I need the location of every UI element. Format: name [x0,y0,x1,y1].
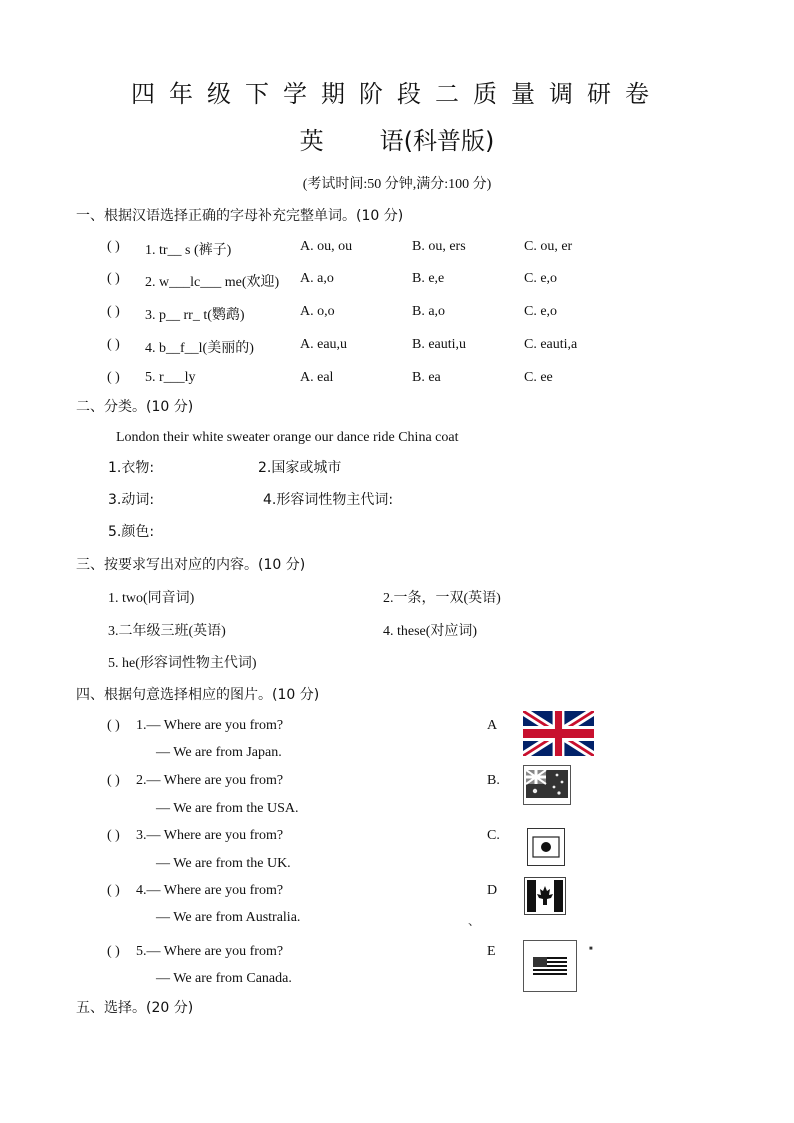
s4-letter-d: D [487,883,498,898]
page-title: 四年级下学期阶段二质量调研卷 [131,80,663,108]
s4-q1-question: 1.— Where are you from? [136,718,284,733]
s1-q1-stem: 1. tr__ s (裤子) [145,243,232,258]
s1-q4-option-c: C. eauti,a [524,337,578,352]
exam-info: (考试时间:50 分钟,满分:100 分) [302,177,492,192]
s4-q2-paren[interactable]: ( ) [107,773,120,788]
s1-q5-option-a: A. eal [300,370,334,385]
s1-q5-paren[interactable]: ( ) [107,370,120,385]
section4-heading: 四、根据句意选择相应的图片。(10 分) [76,687,320,703]
s1-q1-paren[interactable]: ( ) [107,239,120,254]
s4-q4-answer: — We are from Australia. [156,910,301,925]
canada-flag-icon [524,877,566,915]
s1-q3-option-a: A. o,o [300,304,335,319]
subject-rest: 语(科普版) [379,127,495,155]
word-bank: London their white sweater orange our dance ride China coat [116,430,459,445]
s4-q4-paren[interactable]: ( ) [107,883,120,898]
s1-q3-paren[interactable]: ( ) [107,304,120,319]
section3-heading: 三、按要求写出对应的内容。(10 分) [76,557,306,573]
s1-q2-option-b: B. e,e [412,271,445,286]
s1-q3-stem: 3. p__ rr_ t(鹦鹉) [145,308,245,323]
s4-letter-a: A [487,718,498,733]
s4-q2-answer: — We are from the USA. [156,801,299,816]
s4-letter-c: C. [487,828,500,843]
australia-flag-icon [523,765,571,805]
s1-q1-option-b: B. ou, ers [412,239,466,254]
s1-q2-paren[interactable]: ( ) [107,271,120,286]
category-country-city: 2.国家或城市 [258,460,342,476]
s4-q5-question: 5.— Where are you from? [136,944,284,959]
category-clothes: 1.衣物: [108,460,155,476]
category-possessive: 4.形容词性物主代词: [263,492,394,508]
usa-flag-icon [523,940,577,992]
s4-q3-answer: — We are from the UK. [156,856,291,871]
s4-letter-b: B. [487,773,500,788]
s1-q1-option-c: C. ou, er [524,239,573,254]
s4-q1-paren[interactable]: ( ) [107,718,120,733]
s1-q2-option-c: C. e,o [524,271,558,286]
s3-q4: 4. these(对应词) [383,624,478,639]
s3-q2: 2.一条，一双(英语) [383,591,501,606]
s1-q4-option-b: B. eauti,u [412,337,467,352]
s1-q4-paren[interactable]: ( ) [107,337,120,352]
s1-q5-option-b: B. ea [412,370,441,385]
stray-dot: ■ [589,946,593,952]
s3-q3: 3.二年级三班(英语) [108,624,226,639]
s1-q1-option-a: A. ou, ou [300,239,353,254]
category-colors: 5.颜色: [108,524,155,540]
s4-q2-question: 2.— Where are you from? [136,773,284,788]
stray-mark: 、 [468,914,481,928]
s3-q5: 5. he(形容词性物主代词) [108,656,257,671]
category-verbs: 3.动词: [108,492,155,508]
section2-heading: 二、分类。(10 分) [76,399,194,415]
s1-q5-option-c: C. ee [524,370,553,385]
s3-q1: 1. two(同音词) [108,591,195,606]
subject-char: 英 [299,127,324,155]
s1-q2-option-a: A. a,o [300,271,334,286]
s4-q3-paren[interactable]: ( ) [107,828,120,843]
s4-q1-answer: — We are from Japan. [156,745,282,760]
s1-q2-stem: 2. w___lc___ me(欢迎) [145,275,280,290]
s1-q3-option-c: C. e,o [524,304,558,319]
subject-title [0,121,794,156]
s1-q5-stem: 5. r___ly [145,370,196,385]
s4-q3-question: 3.— Where are you from? [136,828,284,843]
section5-heading: 五、选择。(20 分) [76,1000,194,1016]
s1-q3-option-b: B. a,o [412,304,446,319]
s4-q5-paren[interactable]: ( ) [107,944,120,959]
japan-flag-icon [527,828,565,866]
s4-q5-answer: — We are from Canada. [156,971,292,986]
section1-heading: 一、根据汉语选择正确的字母补充完整单词。(10 分) [76,208,404,224]
s4-q4-question: 4.— Where are you from? [136,883,284,898]
uk-flag-icon [523,711,594,756]
s1-q4-stem: 4. b__f__l(美丽的) [145,341,254,356]
s1-q4-option-a: A. eau,u [300,337,348,352]
s4-letter-e: E [487,944,496,959]
